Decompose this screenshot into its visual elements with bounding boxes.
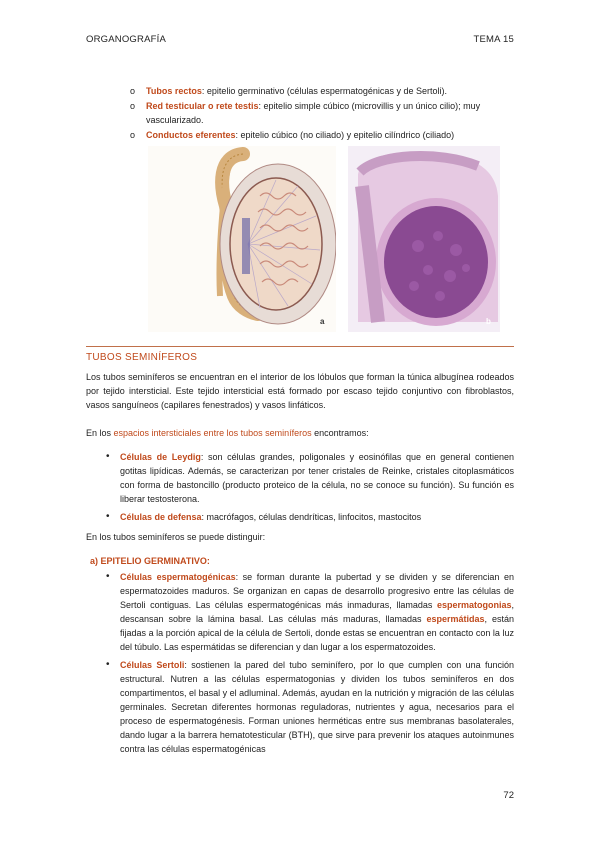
list-item xyxy=(104,570,514,654)
term-desc: , descansan sobre la lámina basal. Las células más maduras, llamadas xyxy=(120,600,514,624)
section-divider xyxy=(86,346,514,347)
term-espermatogonias: espermatogonias xyxy=(436,600,512,610)
term-leydig: Células de Leydig xyxy=(120,452,201,462)
term-desc: : se forman durante la pubertad y se dividen y se diferencian en espermatozoides maduros. Se organizan en capas de desarrollo progresivo entre las células de Sertoli contiguas. Las células espermatogénicas más inmaduras, llamadas xyxy=(120,572,514,610)
espacios-highlight: espacios intersticiales entre los tubos seminíferos xyxy=(113,428,312,438)
list-item xyxy=(104,658,514,756)
term-desc: : son células grandes, poligonales y eosinófilas que en general contienen gotitas lipídicas. Además, se caracterizan por tener cristales de Reinke, cristales citoplasmáticos con forma de bastoncillo (producto proteico de la célula, no se conoce su función). Su función es liberar testosterona. xyxy=(120,452,514,504)
section-title: TUBOS SEMINÍFEROS xyxy=(86,352,198,363)
list-item xyxy=(104,450,514,506)
term-desc: : macrófagos, células dendríticas, linfocitos, mastocitos xyxy=(201,512,422,522)
figure-label-b: b xyxy=(486,317,491,326)
term-desc: : sostienen la pared del tubo seminífero, por lo que cumplen con una función estructural. Nutren a las células espermatogonias y dividen los tubos seminíferos en dos compartimentos, el basal y el adluminal. Además, ayudan en la nutrición y migración de las células germinales. Secretan diferentes hormonas reguladoras, nutrientes y agua, necesarios para el proceso de espermatogénesis. Forman uniones herméticas entre sus membranas basolaterales, dando lugar a la barrera hematotesticular (BTH), que sirve para prevenir los ataques autoinmunes contra las células espermatogénicas xyxy=(120,660,514,754)
term-desc: : epitelio cúbico (no ciliado) y epitelio cilíndrico (ciliado) xyxy=(235,130,455,140)
espacios-paragraph xyxy=(86,426,514,440)
term-desc: : epitelio simple cúbico (microvillis y un único cilio); muy vascularizado. xyxy=(146,101,481,125)
top-list xyxy=(130,84,520,143)
testis-figure xyxy=(148,146,500,332)
list-item xyxy=(130,99,520,127)
distinguish-paragraph: En los tubos seminíferos se puede distinguir: xyxy=(86,532,266,542)
term-tubos-rectos: Tubos rectos xyxy=(146,86,202,96)
term-defensa: Células de defensa xyxy=(120,512,202,522)
testis-diagram-illustration xyxy=(148,146,336,332)
page-number: 72 xyxy=(503,790,514,801)
list-item xyxy=(130,128,520,142)
term-espermatidas: espermátidas xyxy=(426,614,485,624)
term-desc: , están fijadas a la porción apical de la célula de Sertoli, donde estas se encuentran en contacto con la luz del túbulo. Las espermátidas se diferencian y dan lugar a los espermatozoides. xyxy=(120,614,514,652)
espacios-pre: En los xyxy=(86,428,114,438)
germinal-list xyxy=(104,570,514,760)
term-desc: : epitelio germinativo (células espermatogénicas y de Sertoli). xyxy=(201,86,447,96)
term-espermatogenicas: Células espermatogénicas xyxy=(120,572,236,582)
term-conductos-eferentes: Conductos eferentes xyxy=(146,130,236,140)
term-rete-testis: Red testicular o rete testis xyxy=(146,101,259,111)
interstitial-list xyxy=(104,450,514,528)
figure-label-a: a xyxy=(320,317,325,326)
term-sertoli: Células Sertoli xyxy=(120,660,185,670)
header-subject: ORGANOGRAFÍA xyxy=(86,34,166,45)
list-item xyxy=(130,84,520,98)
list-item xyxy=(104,510,514,524)
espacios-post: encontramos: xyxy=(311,428,369,438)
testis-histology-micrograph xyxy=(348,146,500,332)
header-topic: TEMA 15 xyxy=(473,34,514,45)
subsection-title: a) EPITELIO GERMINATIVO: xyxy=(90,556,210,566)
intro-paragraph: Los tubos seminíferos se encuentran en el interior de los lóbulos que forman la túnica albugínea rodeados por tejido intersticial. Este tejido intersticial está formado por escaso tejido conjuntivo con fibroblastos, vasos sanguíneos (capilares fenestrados) y vasos linfáticos. xyxy=(86,372,514,410)
